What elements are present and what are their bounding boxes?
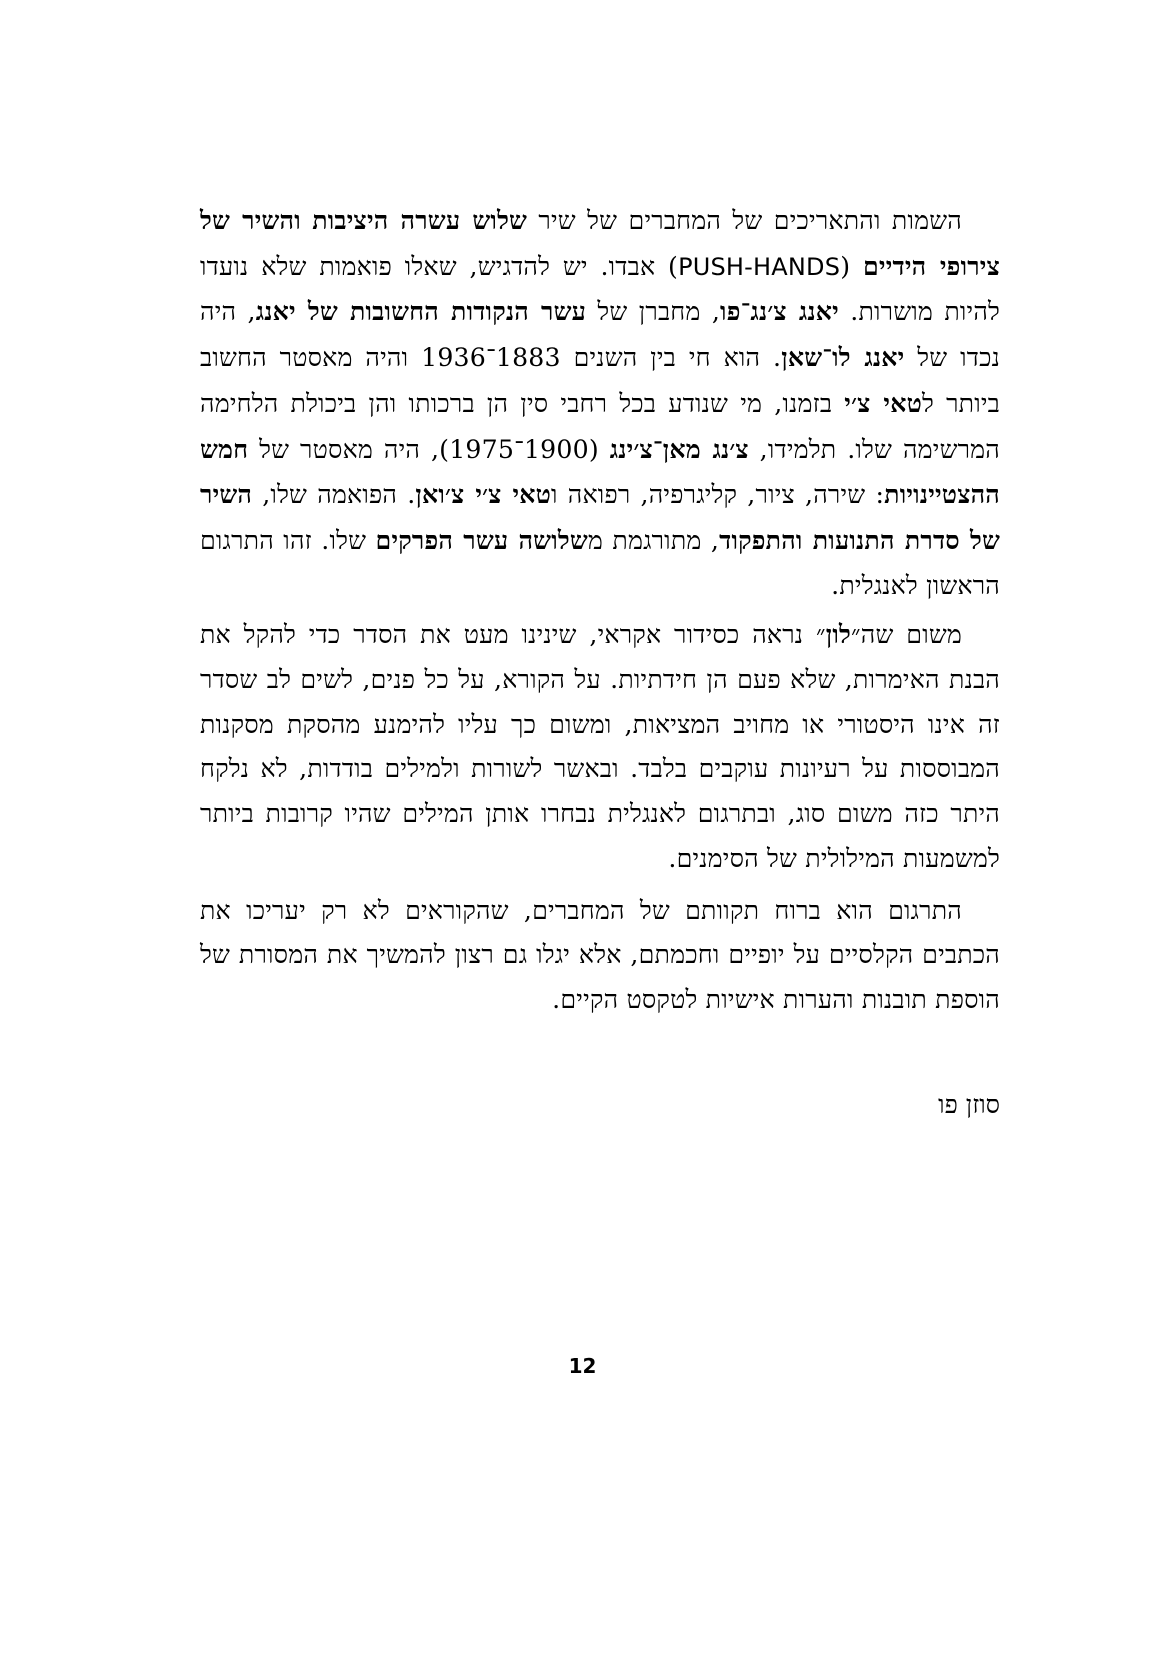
text-segment: ״ נראה כסידור אקראי, שינינו מעט את הסדר כדי להקל את הבנת האימרות, שלא פעם הן חידתיות. על הקורא, על כל פנים, לשים לב שסדר זה אינו היסטורי או מחויב המציאות, ומשום כך עליו להימנע מהסקת מסקנות המבוססות על רעיונות עוקבים בלבד. ובאשר לשורות ולמילים בודדות, לא נלקח היתר כזה משום סוג, ובתרגום לאנגלית נבחרו אותן המילים שהיו קרובות ביותר למשמעות המילולית של הסימנים. — [200, 620, 1000, 873]
bold-text-segment: חמש ההצטיינויות — [200, 433, 1000, 510]
text-segment: (1900־1975), היה מאסטר של — [248, 434, 610, 464]
text-segment: ( — [840, 251, 863, 281]
text-segment: : שירה, ציור, קליגרפיה, רפואה ו — [551, 480, 885, 510]
paragraph-1 — [200, 198, 1000, 608]
page-number: 12 — [568, 1354, 597, 1378]
bold-text-segment: שלושה עשר הפרקים — [375, 524, 588, 555]
text-segment: השמות והתאריכים של המחברים של שיר — [527, 206, 962, 235]
bold-text-segment: עשר הנקודות החשובות של יאנג — [255, 296, 587, 327]
text-segment: , היה נכדו של — [200, 297, 1000, 373]
text-segment: , מחברן של — [586, 297, 721, 327]
author-signature: סוזן פו — [938, 1090, 1000, 1119]
bold-text-segment: השיר של סדרת התנועות והתפקוד — [200, 479, 1000, 555]
text-segment: משום שה״ — [851, 620, 963, 650]
bold-text-segment: טאי צ׳י צ׳ואן — [415, 479, 552, 510]
text-segment: התרגום הוא ברוח תקוותם של המחברים, שהקוראים לא רק יעריכו את הכתבים הקלסיים על יופיים וחכמתם, אלא יגלו גם רצון להמשיך את המסורת של הוספת תובנות והערות אישיות לטקסט הקיים. — [200, 895, 1000, 1014]
paragraph-3 — [200, 889, 1000, 1023]
bold-text-segment: צ׳נג מאן־צ׳ינג — [609, 433, 749, 464]
bold-text-segment: לון — [825, 619, 851, 650]
text-segment: . הוא חי בין השנים 1883־1936 והיה מאסטר החשוב ביותר ל — [200, 343, 1000, 418]
bold-text-segment: שלוש עשרה היציבות — [312, 205, 528, 235]
bold-text-segment: יאנג צ׳נג־פו — [720, 296, 839, 327]
text-segment: בזמנו, מי שנודע בכל רחבי סין הן ברכותו והן ביכולת הלחימה המרשימה שלו. תלמידו, — [200, 388, 1000, 464]
text-segment: שלו. זהו התרגום הראשון לאנגלית. — [200, 525, 1000, 600]
body-text — [200, 198, 1000, 1023]
bold-text-segment: טאי צ׳י — [844, 387, 922, 418]
text-segment — [301, 206, 312, 235]
bold-text-segment: יאנג לו־שאן — [781, 342, 905, 373]
paragraph-2 — [200, 612, 1000, 881]
text-segment: ) אבדו. יש להדגיש, שאלו פואמות שלא נועדו להיות מושרות. — [200, 251, 1001, 327]
text-segment: , מתורגמת מ — [587, 525, 720, 555]
text-segment: . הפואמה שלו, — [252, 480, 416, 510]
latin-text-segment: PUSH-HANDS — [678, 252, 841, 281]
bold-text-segment: והשיר של צירופי הידיים — [200, 205, 1000, 281]
